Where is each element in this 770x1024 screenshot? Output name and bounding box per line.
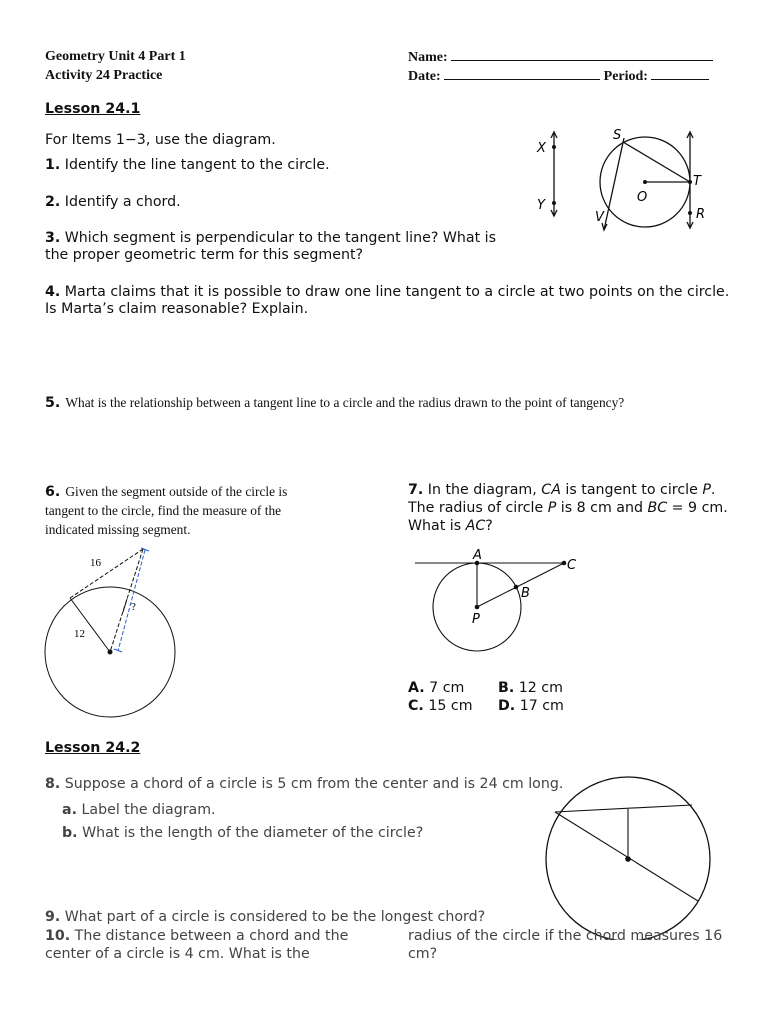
label-question-mark: ? (131, 601, 136, 613)
label-y: Y (537, 198, 545, 213)
question-number: 8. (45, 776, 61, 792)
course-title: Geometry Unit 4 Part 1 (45, 49, 186, 64)
activity-title: Activity 24 Practice (45, 68, 163, 83)
label-b: B (521, 586, 530, 601)
lesson-24-2-heading: Lesson 24.2 (45, 740, 141, 756)
items-intro: For Items 1−3, use the diagram. (45, 132, 276, 148)
question-text: Given the segment outside of the circle is tangent to the circle, find the measure of the indicated missing segment. (45, 484, 288, 537)
question-2 (45, 194, 181, 211)
lesson-24-1-heading: Lesson 24.1 (45, 101, 141, 117)
question-text: Marta claims that it is possible to draw one line tangent to a circle at two points on the circle. Is Marta’s claim reasonable? Explain. (45, 284, 730, 317)
question-number: a. (62, 802, 77, 818)
label-r: R (696, 207, 706, 222)
question-number: 9. (45, 909, 61, 925)
question-number: b. (62, 825, 78, 841)
label-p: P (472, 612, 480, 627)
question-text: What is the length of the diameter of the circle? (82, 825, 424, 841)
question-number: 2. (45, 194, 61, 210)
question-7 (408, 481, 728, 535)
question-text: Which segment is perpendicular to the tangent line? What is the proper geometric term for this segment? (45, 230, 496, 263)
missing-segment-diagram (40, 540, 185, 725)
date-blank[interactable] (444, 66, 600, 80)
question-text: Suppose a chord of a circle is 5 cm from the center and is 24 cm long. (64, 776, 564, 792)
label-o: O (637, 190, 648, 205)
q7-text-part: is tangent to circle (560, 482, 703, 498)
label-x: X (537, 141, 546, 156)
name-label: Name: (408, 50, 448, 65)
q7-text-part: BC (647, 500, 668, 516)
label-c: C (567, 558, 577, 573)
label-t: T (693, 174, 701, 189)
choice-letter: B. (498, 680, 515, 696)
question-8a (62, 802, 216, 819)
choice-d[interactable] (498, 698, 564, 715)
tangent-circle-diagram (525, 120, 725, 240)
q7-text-part: is 8 cm and (556, 500, 648, 516)
question-6 (45, 482, 330, 538)
name-blank[interactable] (451, 47, 713, 61)
label-a: A (473, 548, 482, 563)
date-period-line (408, 66, 709, 86)
question-4 (45, 284, 735, 318)
question-10-continued: radius of the circle if the chord measures 16 cm? (408, 928, 723, 962)
label-12: 12 (74, 628, 85, 640)
question-number: 6. (45, 484, 61, 500)
q7-text-part: ? (485, 518, 493, 534)
question-3 (45, 230, 515, 264)
label-s: S (613, 128, 622, 143)
question-number: 1. (45, 157, 61, 173)
chord-distance-diagram (540, 775, 715, 940)
choice-text: 12 cm (518, 680, 563, 696)
choice-text: 15 cm (428, 698, 473, 714)
choice-text: 7 cm (429, 680, 465, 696)
question-number: 10. (45, 928, 71, 944)
q7-text-part: CA (541, 482, 561, 498)
q7-text-part: = 9 cm. What is (408, 500, 728, 534)
question-text: Identify a chord. (64, 194, 181, 210)
choice-letter: C. (408, 698, 424, 714)
period-blank[interactable] (651, 66, 709, 80)
question-5 (45, 392, 624, 412)
date-label: Date: (408, 69, 441, 84)
question-text: Label the diagram. (81, 802, 216, 818)
choice-text: 17 cm (519, 698, 564, 714)
question-text: The distance between a chord and the center of a circle is 4 cm. What is the (45, 928, 349, 962)
q7-text-part: In the diagram, (427, 482, 542, 498)
question-number: 7. (408, 482, 424, 498)
choice-c[interactable] (408, 698, 473, 715)
q7-text-part: AC (465, 518, 486, 534)
choice-a[interactable] (408, 680, 464, 697)
question-text: What part of a circle is considered to be the longest chord? (64, 909, 486, 925)
choice-b[interactable] (498, 680, 563, 697)
q7-text-part: P (547, 500, 557, 516)
label-v: V (595, 210, 604, 225)
label-16: 16 (90, 557, 101, 569)
choice-letter: A. (408, 680, 425, 696)
q7-text-part: P (702, 482, 711, 498)
question-10 (45, 927, 370, 963)
question-9 (45, 909, 485, 926)
question-8 (45, 776, 563, 793)
question-1 (45, 157, 330, 174)
name-line (408, 47, 713, 67)
question-number: 4. (45, 284, 61, 300)
question-text: Identify the line tangent to the circle. (64, 157, 330, 173)
period-label: Period: (603, 69, 648, 84)
question-8b (62, 825, 423, 842)
tangent-ac-diagram (410, 545, 590, 660)
question-text: What is the relationship between a tangent line to a circle and the radius drawn to the point of tangency? (65, 395, 625, 410)
question-number: 5. (45, 395, 61, 411)
choice-letter: D. (498, 698, 516, 714)
q7-text-part: . The radius of circle (408, 482, 716, 516)
question-number: 3. (45, 230, 61, 246)
